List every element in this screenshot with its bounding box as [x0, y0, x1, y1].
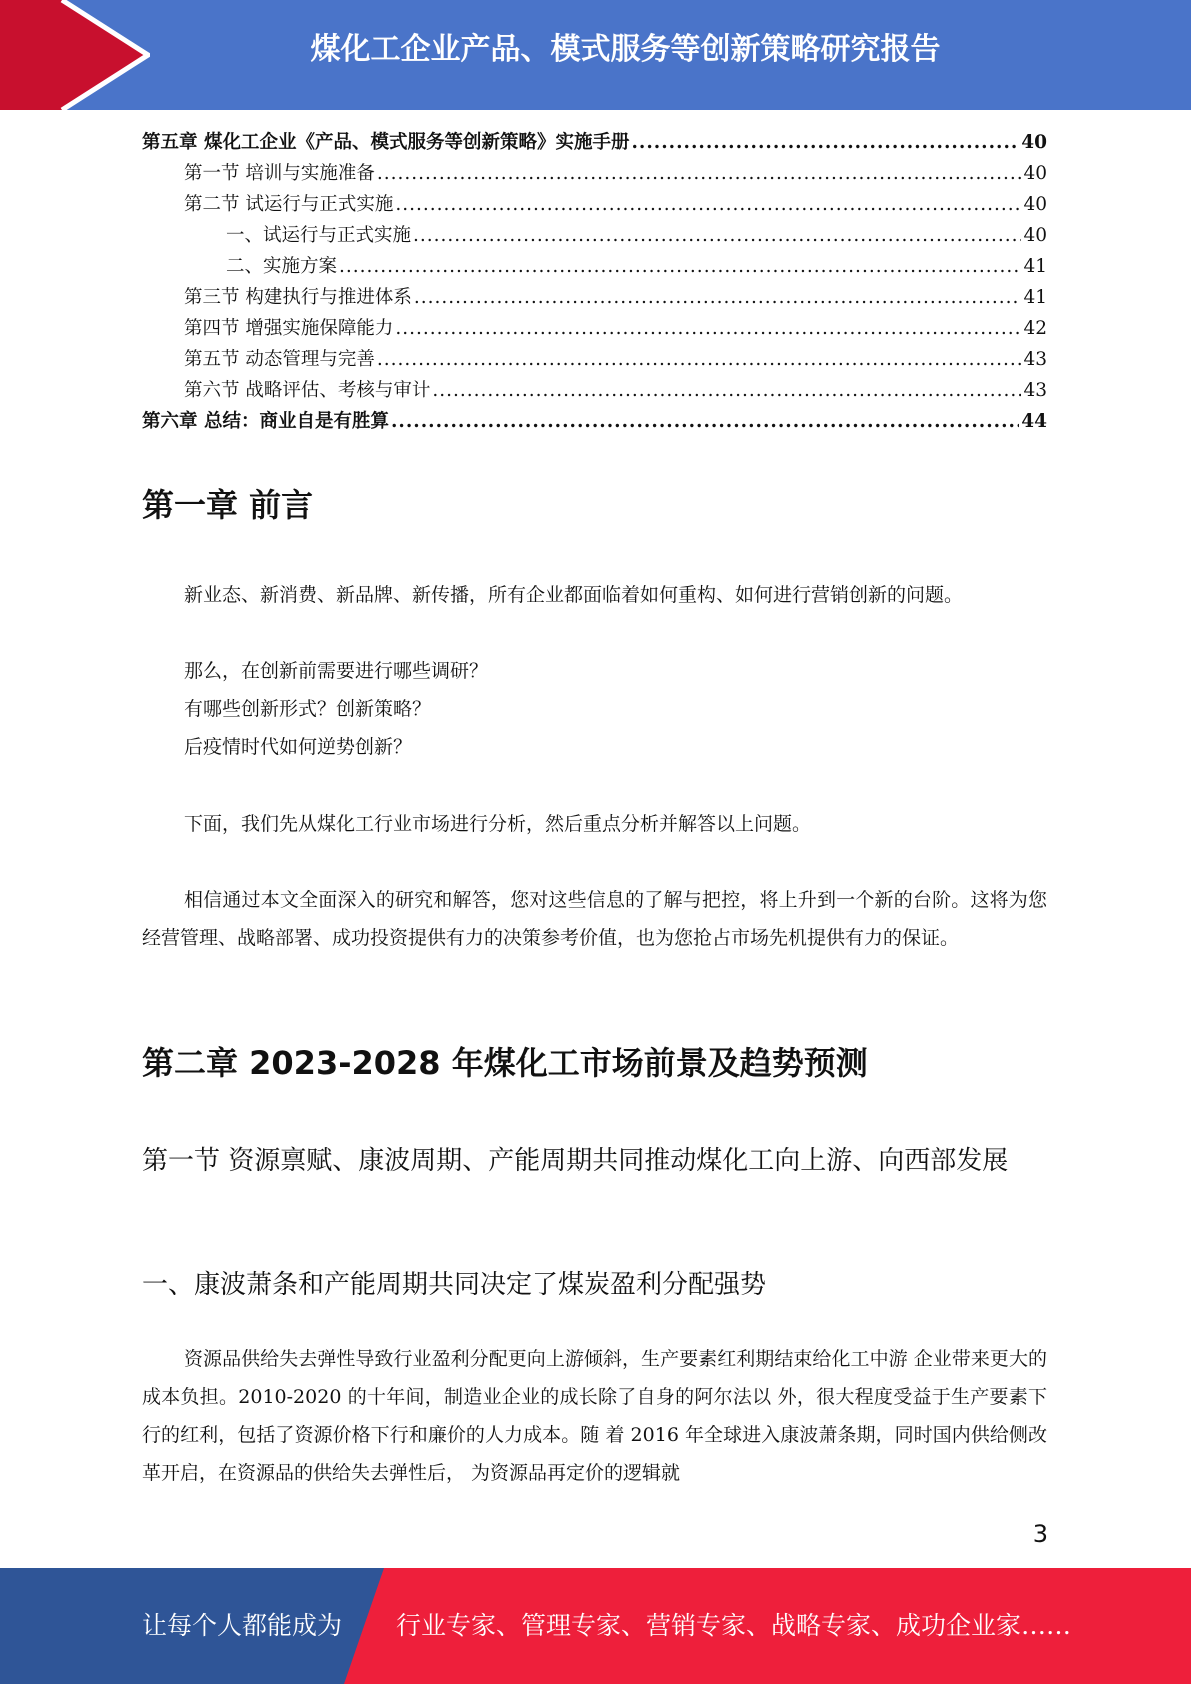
toc-leader-dots: [339, 251, 1021, 282]
toc-entry[interactable]: [142, 251, 1047, 282]
toc-entry[interactable]: [142, 127, 1047, 158]
footer-slogan-left: 让每个人都能成为: [142, 1611, 343, 1640]
toc-entry-title: 第六章 总结：商业自是有胜算: [142, 411, 389, 432]
header-banner: [0, 0, 1191, 110]
page-number: 3: [1032, 1520, 1048, 1548]
toc-entry[interactable]: [142, 406, 1047, 437]
toc-entry[interactable]: [142, 220, 1047, 251]
toc-entry-title: 第二节 试运行与正式实施: [184, 194, 394, 215]
toc-entry-page: 41: [1023, 287, 1047, 308]
chapter-1-paragraph-2: 下面，我们先从煤化工行业市场进行分析，然后重点分析并解答以上问题。: [184, 813, 812, 835]
toc-leader-dots: [395, 313, 1021, 344]
toc-entry[interactable]: [142, 282, 1047, 313]
chapter-1-paragraph-3: 相信通过本文全面深入的研究和解答，您对这些信息的了解与把控，将上升到一个新的台阶。这将为您经营管理、战略部署、成功投资提供有力的决策参考价值，也为您抢占市场先机提供有力的保证。: [142, 889, 1047, 949]
chapter-1-question-2: 有哪些创新形式？创新策略？: [184, 698, 432, 720]
toc-entry-page: 44: [1021, 411, 1047, 432]
chapter-1-question-1: 那么，在创新前需要进行哪些调研？: [184, 660, 489, 682]
footer-slogan-right: 行业专家、管理专家、营销专家、战略专家、成功企业家……: [396, 1611, 1072, 1640]
toc-leader-dots: [395, 189, 1021, 220]
toc-entry-page: 40: [1023, 194, 1047, 215]
toc-leader-dots: [377, 158, 1022, 189]
toc-entry-page: 40: [1023, 163, 1047, 184]
toc-leader-dots: [413, 220, 1021, 251]
chapter-2-section-1-heading: 第一节 资源禀赋、康波周期、产能周期共同推动煤化工向上游、向西部发展: [142, 1146, 1009, 1176]
chapter-1-heading: 第一章 前言: [142, 486, 314, 524]
toc-entry-title: 第六节 战略评估、考核与审计: [184, 380, 431, 401]
toc-entry-page: 41: [1023, 256, 1047, 277]
toc-entry-page: 40: [1023, 225, 1047, 246]
table-of-contents: [142, 127, 1047, 437]
toc-entry-title: 二、实施方案: [226, 256, 338, 277]
chapter-2-heading: 第二章 2023-2028 年煤化工市场前景及趋势预测: [142, 1044, 868, 1082]
toc-entry-title: 第一节 培训与实施准备: [184, 163, 375, 184]
toc-leader-dots: [432, 375, 1021, 406]
chapter-1-paragraph-1: 新业态、新消费、新品牌、新传播，所有企业都面临着如何重构、如何进行营销创新的问题。: [184, 584, 964, 606]
chapter-1-question-3: 后疫情时代如何逆势创新？: [184, 736, 413, 758]
toc-entry-title: 第五章 煤化工企业《产品、模式服务等创新策略》实施手册: [142, 132, 630, 153]
toc-leader-dots: [377, 344, 1022, 375]
footer-banner: [0, 1568, 1191, 1684]
report-title: 煤化工企业产品、模式服务等创新策略研究报告: [310, 32, 941, 67]
toc-entry-page: 43: [1023, 380, 1047, 401]
toc-leader-dots: [631, 127, 1019, 158]
toc-entry-page: 43: [1023, 349, 1047, 370]
chapter-2-paragraph-1: 资源品供给失去弹性导致行业盈利分配更向上游倾斜，生产要素红利期结束给化工中游 企业带来更大的成本负担。2010-2020 的十年间，制造业企业的成长除了自身的阿尔法以 外，很大程度受益于生产要素下行的红利，包括了资源价格下行和廉价的人力成本。随 着 2016 年全球进入康波萧条期，同时国内供给侧改革开启，在资源品的供给失去弹性后， 为资源品再定价的逻辑就: [142, 1348, 1047, 1484]
toc-entry[interactable]: [142, 158, 1047, 189]
toc-entry-title: 一、试运行与正式实施: [226, 225, 412, 246]
toc-entry-title: 第三节 构建执行与推进体系: [184, 287, 412, 308]
toc-entry-page: 40: [1021, 132, 1047, 153]
chapter-2-subsection-1-heading: 一、康波萧条和产能周期共同决定了煤炭盈利分配强势: [142, 1270, 767, 1300]
toc-entry[interactable]: [142, 344, 1047, 375]
toc-leader-dots: [414, 282, 1022, 313]
toc-entry-title: 第四节 增强实施保障能力: [184, 318, 394, 339]
toc-entry[interactable]: [142, 313, 1047, 344]
toc-entry-page: 42: [1023, 318, 1047, 339]
toc-entry-title: 第五节 动态管理与完善: [184, 349, 375, 370]
toc-entry[interactable]: [142, 375, 1047, 406]
toc-leader-dots: [391, 406, 1019, 437]
toc-entry[interactable]: [142, 189, 1047, 220]
